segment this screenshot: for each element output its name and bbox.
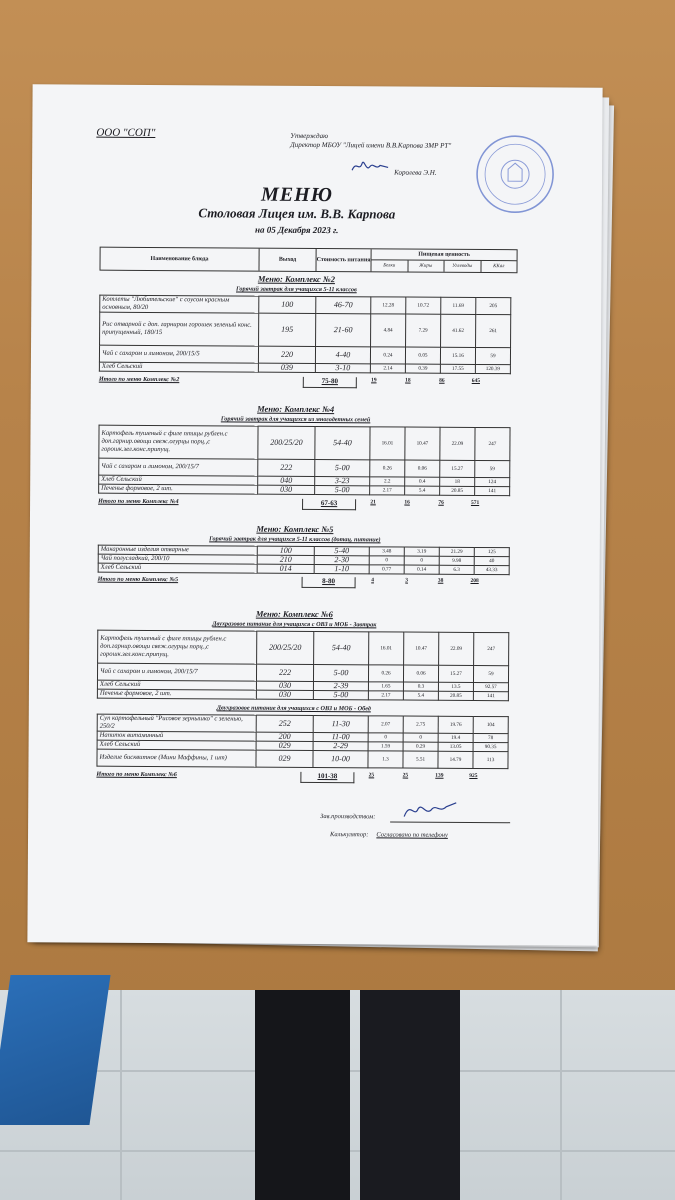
dish-price: 5-00 — [315, 459, 370, 476]
dish-output: 100 — [259, 296, 316, 313]
section-subtitle: Горячий завтрак для учащихся 5-11 классов — [235, 285, 357, 294]
total-label: Итого по меню Комплекс №6 — [96, 770, 177, 779]
dish-output: 030 — [258, 485, 315, 494]
dish-kcal: 247 — [474, 632, 509, 665]
dish-proteins: 0 — [369, 556, 404, 565]
dish-fats: 0 — [403, 733, 438, 742]
total-label: Итого по меню Комплекс №5 — [97, 575, 179, 584]
dish-price: 3-23 — [315, 476, 370, 485]
menu-table — [96, 714, 508, 770]
menu-document — [27, 84, 602, 945]
col-price: Стоимость питания — [316, 249, 371, 271]
section-subtitle: Двухразовое питание для учащихся с ОВЗ и МОБ - Завтрак — [212, 620, 377, 629]
dish-fats: 0.29 — [403, 742, 438, 751]
dish-carbs: 18 — [440, 477, 475, 486]
dish-carbs: 15.27 — [440, 460, 475, 477]
approval-line-1: Утверждаю — [290, 131, 329, 141]
menu-title: МЕНЮ — [260, 183, 333, 207]
col-carbs: Углеводы — [444, 260, 481, 272]
dish-output: 014 — [257, 564, 314, 573]
menu-subtitle: Столовая Лицея им. В.В. Карпова — [198, 205, 396, 222]
dish-price: 21-60 — [316, 314, 371, 347]
dish-fats: 2.75 — [403, 716, 438, 733]
dish-proteins: 4.84 — [371, 314, 406, 347]
dish-kcal: 120.39 — [475, 364, 510, 373]
calc-value: Согласовано по телефону — [376, 831, 448, 839]
dish-carbs: 13.5 — [438, 682, 473, 691]
production-sign-line — [390, 821, 510, 823]
total-proteins: 25 — [368, 772, 375, 779]
director-signature — [350, 158, 390, 174]
dish-name: Чай полусладкий, 200/10 — [98, 554, 257, 564]
dish-fats: 10.72 — [406, 297, 441, 314]
dish-output: 252 — [256, 715, 313, 732]
dish-name: Печенье формовое, 2 шт. — [99, 484, 258, 494]
table-row — [97, 749, 508, 769]
total-price: 101-38 — [300, 772, 354, 783]
dish-price: 2-30 — [314, 555, 369, 564]
total-fats: 3 — [405, 577, 408, 584]
dish-proteins: 0.77 — [369, 565, 404, 574]
dish-proteins: 2.14 — [370, 364, 405, 373]
dish-proteins: 16.01 — [370, 427, 405, 460]
calc-line — [330, 831, 448, 839]
dish-kcal: 247 — [475, 427, 510, 460]
section-total — [98, 498, 492, 511]
approval-block — [290, 132, 500, 151]
dish-carbs: 6.3 — [439, 565, 474, 574]
dish-fats: 0.4 — [405, 477, 440, 486]
table-row — [99, 484, 510, 496]
dish-carbs: 19.76 — [438, 716, 473, 733]
dish-output: 200/25/20 — [258, 426, 315, 459]
table-header — [99, 247, 517, 274]
total-price: 8-80 — [302, 577, 356, 588]
dish-output: 200/25/20 — [257, 631, 314, 664]
dish-name: Напиток витаминный — [97, 731, 256, 741]
dish-kcal: 90.35 — [473, 742, 508, 751]
section-title: Меню: Комплекс №6 — [255, 608, 333, 620]
dish-carbs: 41.62 — [441, 314, 476, 347]
dish-fats: 0.06 — [405, 460, 440, 477]
dish-carbs: 11.69 — [441, 297, 476, 314]
dish-price: 5-00 — [313, 664, 368, 681]
dish-price: 4-40 — [315, 347, 370, 364]
dish-fats: 5.4 — [403, 691, 438, 700]
section-subtitle: Горячий завтрак для учащихся 5-11 классов (дотац. питание) — [209, 535, 381, 544]
total-proteins: 4 — [371, 577, 374, 584]
total-carbs: 76 — [438, 499, 444, 506]
section-total — [99, 376, 493, 389]
section-subtitle: Горячий завтрак для учащихся из многодетных семей — [220, 415, 371, 424]
dish-kcal: 141 — [473, 691, 508, 700]
dish-name: Суп картофельный "Рисовое зернышко" с зеленью, 250/2 — [97, 714, 256, 732]
total-carbs: 38 — [437, 577, 444, 584]
dish-name: Хлеб Сельский — [99, 362, 258, 372]
dish-fats: 10.47 — [405, 427, 440, 460]
dish-proteins: 0.26 — [368, 665, 403, 682]
total-proteins: 19 — [371, 377, 377, 384]
total-kcal: 208 — [470, 577, 479, 585]
dish-proteins: 3.48 — [369, 547, 404, 556]
dish-name: Хлеб Сельский — [97, 740, 256, 750]
menu-table — [99, 295, 511, 375]
dish-proteins: 2.07 — [368, 716, 403, 733]
dish-name: Хлеб Сельский — [98, 563, 257, 573]
dish-name: Чай с сахаром и лимоном, 200/15/7 — [97, 663, 256, 681]
dish-kcal: 141 — [475, 486, 510, 495]
dish-fats: 0.06 — [403, 665, 438, 682]
menu-date: на 05 Декабря 2023 г. — [254, 224, 339, 236]
dish-proteins: 1.59 — [368, 742, 403, 751]
dish-fats: 5.4 — [405, 486, 440, 495]
dish-kcal: 125 — [474, 547, 509, 556]
dish-fats: 0.39 — [405, 364, 440, 373]
dish-output: 040 — [258, 476, 315, 485]
dish-kcal: 104 — [473, 716, 508, 733]
total-kcal: 925 — [469, 772, 478, 779]
total-price: 75-80 — [303, 377, 357, 388]
dish-carbs: 15.27 — [438, 665, 473, 682]
approval-line-2: Директор МБОУ "Лицей имени В.В.Карпова ЗМР РТ" — [290, 140, 452, 150]
dish-price: 3-10 — [315, 363, 370, 372]
nutrition-label: Пищевая ценность — [372, 249, 517, 260]
dish-proteins: 2.17 — [368, 691, 403, 700]
dish-proteins: 0 — [368, 733, 403, 742]
dish-kcal: 59 — [473, 665, 508, 682]
dish-name: Картофель тушеный с филе птицы рублен.с доп.гарнир.овощи свеж.огурцы порц.,с горошк.зел.конс.припущ. — [99, 425, 258, 459]
section-title: Меню: Комплекс №4 — [257, 403, 335, 415]
dish-kcal: 78 — [473, 733, 508, 742]
table-row — [99, 362, 510, 374]
dish-fats: 7.29 — [406, 314, 441, 347]
dish-kcal: 59 — [475, 347, 510, 364]
dish-name: Чай с сахаром и лимоном, 200/15/7 — [99, 458, 258, 476]
dish-price: 1-10 — [314, 564, 369, 573]
dish-proteins: 2.17 — [370, 486, 405, 495]
dish-fats: 0 — [404, 556, 439, 565]
col-nutrition — [371, 249, 516, 272]
dish-kcal: 59 — [475, 460, 510, 477]
dish-kcal: 43.33 — [474, 565, 509, 574]
dish-carbs: 22.09 — [439, 632, 474, 665]
production-signature — [400, 799, 460, 821]
dish-output: 200 — [256, 732, 313, 741]
dish-price: 46-70 — [316, 297, 371, 314]
dish-price: 54-40 — [314, 631, 369, 664]
col-proteins: Белки — [371, 260, 408, 272]
dish-proteins: 1.3 — [368, 751, 403, 768]
total-fats: 25 — [402, 772, 409, 779]
dish-output: 030 — [256, 690, 313, 699]
dish-carbs: 20.85 — [440, 486, 475, 495]
table-row — [99, 425, 510, 461]
dish-price: 2-29 — [313, 741, 368, 750]
dish-price: 11-30 — [313, 715, 368, 732]
section-subtitle-lunch: Двухразовое питание для учащихся с ОВЗ и МОБ - Обед — [216, 704, 371, 713]
dish-output: 222 — [258, 459, 315, 476]
dish-output: 210 — [257, 555, 314, 564]
total-carbs: 139 — [435, 772, 444, 779]
total-kcal: 645 — [471, 377, 480, 385]
dish-fats: 0.05 — [405, 347, 440, 364]
dish-name: Чай с сахаром и лимоном, 200/15/5 — [99, 345, 258, 363]
dish-price: 2-39 — [313, 681, 368, 690]
section-total — [98, 576, 492, 589]
dish-name: Котлеты "Любительские" с соусом красным основным, 80/20 — [100, 295, 259, 313]
total-kcal: 571 — [470, 499, 480, 507]
dish-price: 5-00 — [313, 690, 368, 699]
col-kcal: ККал — [493, 263, 505, 269]
dish-fats: 5.51 — [403, 751, 438, 768]
total-proteins: 21 — [370, 499, 376, 506]
dish-kcal: 113 — [473, 751, 508, 768]
dish-proteins: 2.2 — [370, 477, 405, 486]
dish-kcal: 124 — [475, 477, 510, 486]
dish-price: 5-00 — [315, 485, 370, 494]
person-leg-right — [360, 990, 460, 1200]
dish-fats: 3.19 — [404, 547, 439, 556]
dish-output: 030 — [256, 681, 313, 690]
dish-name: Хлеб Сельский — [99, 475, 258, 485]
col-output: Выход — [259, 249, 316, 271]
col-fats: Жиры — [408, 260, 445, 272]
total-carbs: 86 — [439, 377, 445, 384]
dish-proteins: 12.28 — [371, 297, 406, 314]
dish-price: 54-40 — [315, 426, 370, 459]
table-row — [98, 630, 509, 666]
dish-kcal: 40 — [474, 556, 509, 565]
section-title: Меню: Комплекс №5 — [256, 523, 334, 535]
table-row — [98, 563, 509, 575]
dish-fats: 0.3 — [403, 682, 438, 691]
calc-label: Калькулятор: — [330, 831, 369, 839]
section-total — [96, 771, 490, 784]
total-price: 67-63 — [302, 499, 356, 510]
dish-name: Картофель тушеный с филе птицы рублен.с доп.гарнир.овощи свеж.огурцы порц.,с горошк.зел.конс.припущ. — [98, 630, 257, 664]
total-label: Итого по меню Комплекс №4 — [98, 497, 179, 506]
dish-output: 195 — [259, 313, 316, 346]
col-name: Наименование блюда — [100, 248, 259, 271]
dish-output: 029 — [256, 750, 313, 767]
menu-table — [97, 630, 509, 702]
total-fats: 18 — [405, 377, 411, 384]
dish-carbs: 13.05 — [438, 742, 473, 751]
dish-carbs: 9.98 — [439, 556, 474, 565]
dish-carbs: 15.16 — [440, 347, 475, 364]
dish-price: 10-00 — [313, 750, 368, 767]
section-title: Меню: Комплекс №2 — [257, 273, 336, 285]
dish-carbs: 21.29 — [439, 547, 474, 556]
dish-name: Рис отварной с доп. гарниром горошек зеленый конс. припущенный, 180/15 — [100, 312, 259, 346]
dish-fats: 0.14 — [404, 565, 439, 574]
dish-price: 11-00 — [313, 732, 368, 741]
dish-carbs: 20.85 — [438, 691, 473, 700]
table-row — [100, 312, 511, 348]
dish-kcal: 205 — [476, 297, 511, 314]
dish-name: Макаронные изделия отварные — [98, 545, 257, 555]
dish-carbs: 22.09 — [440, 427, 475, 460]
dish-price: 5-40 — [314, 546, 369, 555]
dish-name: Изделие бисквитное (Мини Маффины, 1 шт) — [97, 749, 256, 767]
dish-output: 039 — [258, 363, 315, 372]
dish-proteins: 1.65 — [368, 682, 403, 691]
dish-fats: 10.47 — [404, 632, 439, 665]
dish-output: 100 — [257, 546, 314, 555]
dish-name: Хлеб Сельский — [97, 680, 256, 690]
dish-proteins: 16.01 — [369, 632, 404, 665]
dish-output: 220 — [258, 346, 315, 363]
menu-table — [98, 545, 510, 576]
dish-carbs: 19.4 — [438, 733, 473, 742]
dish-carbs: 17.55 — [440, 364, 475, 373]
person-leg-left — [255, 990, 350, 1200]
menu-table — [98, 425, 510, 497]
dish-proteins: 0.24 — [370, 347, 405, 364]
total-fats: 16 — [404, 499, 410, 506]
dish-proteins: 0.26 — [370, 460, 405, 477]
dish-name: Печенье формовое, 2 шт. — [97, 689, 256, 699]
dish-kcal: 92.57 — [473, 682, 508, 691]
dish-output: 222 — [256, 664, 313, 681]
production-label: Зав.производством: — [320, 813, 376, 821]
total-label: Итого по меню Комплекс №2 — [98, 375, 180, 384]
table-row — [97, 689, 508, 701]
director-name: Королева Э.Н. — [394, 168, 437, 177]
dish-kcal: 261 — [476, 314, 511, 347]
org-name: ООО "СОП" — [96, 126, 156, 140]
dish-output: 029 — [256, 741, 313, 750]
dish-carbs: 14.79 — [438, 751, 473, 768]
